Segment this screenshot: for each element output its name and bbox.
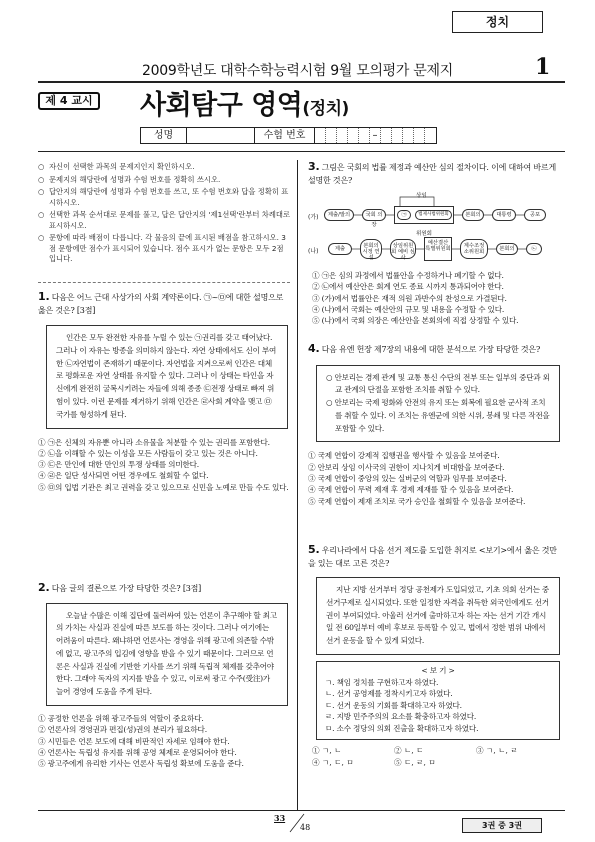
main-title-sub: (정치) bbox=[302, 99, 349, 119]
diagram-label-mid: 위원회 bbox=[416, 231, 432, 237]
question-stem: 1. 다음은 어느 근대 사상가의 사회 계약론이다. ㉠~㉤에 대한 설명으로 옳은 것은? [3점] bbox=[38, 290, 284, 315]
answer-choice[interactable]: ④ (나)에서 국회는 예산안의 규모 및 내용을 수정할 수 있다. bbox=[312, 304, 505, 314]
bogi-item: ㅁ. 소수 정당의 의회 진출을 확대하고자 하였다. bbox=[325, 723, 479, 733]
diagram-node: 법제사법위원회 bbox=[415, 210, 452, 220]
q5-choices bbox=[308, 745, 564, 769]
question-2 bbox=[38, 582, 292, 770]
column-divider bbox=[297, 160, 298, 810]
answer-choice[interactable]: ② 안보리 상임 이사국의 권한이 지나치게 비대함을 보여준다. bbox=[308, 462, 505, 472]
diagram-node: 상임위원회 예비 심사 bbox=[390, 239, 416, 259]
answer-choice[interactable]: ④ 언론사는 독립성 유지를 위해 공영 체제로 운영되어야 한다. bbox=[38, 747, 237, 757]
footer-rule bbox=[38, 810, 565, 811]
diagram-node: 본회의 bbox=[496, 243, 518, 255]
answer-choice[interactable]: ③ 국제 연합이 중앙의 있는 실버군의 역할과 임무를 보여준다. bbox=[308, 474, 507, 484]
exam-number-digit[interactable] bbox=[326, 128, 337, 143]
diagram-node: ㉡ bbox=[526, 243, 542, 255]
subject-badge: 정치 bbox=[452, 11, 543, 33]
diagram-committee-box bbox=[394, 206, 454, 224]
question-number: 2. bbox=[38, 581, 50, 594]
answer-choice[interactable]: ② ㉡에서 예산안은 회계 연도 종료 시까지 통과되어야 한다. bbox=[312, 282, 504, 292]
name-field[interactable] bbox=[187, 128, 255, 143]
bogi-title: < 보 기 > bbox=[421, 665, 455, 675]
answer-choice[interactable]: ① 국제 연합이 강제적 집행권을 행사할 수 있음을 보여준다. bbox=[308, 451, 500, 461]
question-number: 5. bbox=[308, 543, 320, 556]
answer-choice[interactable]: ④ 국제 연합이 무력 제재 후 경제 제재를 할 수 있음을 보여준다. bbox=[308, 485, 514, 495]
diagram-node: 제출 bbox=[328, 243, 352, 255]
passage-item: ○ 안보리는 경제 관계 및 교통 통신 수단의 전부 또는 일부의 중단과 외교 관계의 단절을 포함한 조치를 취할 수 있다. bbox=[326, 372, 550, 395]
exam-number-digit[interactable] bbox=[425, 128, 436, 143]
answer-choice[interactable]: ③ 시민들은 언론 보도에 대해 비판적인 자세로 임해야 한다. bbox=[38, 736, 230, 746]
answer-choice[interactable]: ③ ㉢은 만인에 대한 만인의 투쟁 상태를 의미한다. bbox=[38, 460, 199, 470]
answer-choice[interactable]: ② ㄴ, ㄷ bbox=[394, 745, 424, 755]
exam-number-digit[interactable] bbox=[392, 128, 403, 143]
diagram-node: 예산결산 특별위원회 bbox=[424, 237, 452, 261]
procedure-diagram bbox=[308, 189, 564, 267]
answer-choice[interactable]: ③ (가)에서 법률안은 재적 의원 과반수의 찬성으로 가결된다. bbox=[312, 293, 507, 303]
answer-choice[interactable]: ⑤ ㉤의 입법 기관은 최고 권력을 갖고 있으므로 신민을 노예로 만들 수도 있다. bbox=[38, 482, 289, 492]
instructions bbox=[38, 162, 290, 267]
question-passage: 인간은 모두 완전한 자유를 누릴 수 있는 ㉠권리를 갖고 태어났다. 그러나 이 자유는 방종을 의미하지 않는다. 자연 상태에서도 신이 부여한 ㉡자연법이 존재하기 때문이다. 자연법을 지켜으로써 인간은 대체로 평화로운 자연 상태를 유지할 수 있다. 그러나 이 상태는 타인을 자신에게 완전히 굴복시키려는 자들에 의해 종종 ㉢전쟁 상태로 빠져 위험이 있다. 이런 문제를 제거하기 위해 인간은 ㉣사회 계약을 맺고 ㉤국가를 형성하게 된다. bbox=[46, 325, 288, 429]
question-number: 3. bbox=[308, 160, 320, 173]
question-passage: 오늘날 수많은 이해 집단에 둘러싸여 있는 언론이 추구해야 할 최고의 가치는 사실과 진실에 따른 보도를 하는 것이다. 그러나 여기에는 어려움이 따른다. 왜냐하면 언론사는 경영을 위해 광고에 의존할 수밖에 없고, 광고주의 입김에 영향을 받을 수 있기 때문이다. 그러므로 언론은 사실과 진실에 기반한 기사를 쓰기 위해 독립적 체제를 갖추어야 한다. 그래야 독자의 지지를 받을 수 있고, 이로써 광고 수주(受注)가 늘어 경영에 도움을 주게 된다. bbox=[46, 603, 288, 707]
bogi-box bbox=[316, 661, 560, 740]
answer-choice[interactable]: ① ㉠은 신체의 자유뿐 아니라 소유물을 처분할 수 있는 권리를 포함한다. bbox=[38, 437, 270, 447]
exam-number-digit[interactable] bbox=[381, 128, 392, 143]
instruction-item: ○ 문항에 따라 배점이 다릅니다. 각 물음의 끝에 표시된 배점을 참고하시오. 3점 문항에만 점수가 표시되어 있습니다. 점수 표시가 없는 문항은 모두 2점입니다. bbox=[38, 233, 286, 263]
question-stem: 5. 우리나라에서 다음 선거 제도를 도입한 취지로 <보기>에서 옳은 것만을 있는 대로 고른 것은? bbox=[308, 543, 557, 568]
diagram-node: 제출/발의 bbox=[324, 209, 354, 221]
page-fraction bbox=[274, 812, 320, 834]
answer-choice[interactable]: ③ ㄱ, ㄴ, ㄹ bbox=[476, 745, 518, 755]
question-stem: 4. 다음 유엔 헌장 제7장의 내용에 대한 분석으로 가장 타당한 것은? bbox=[308, 342, 541, 355]
exam-number-digit[interactable] bbox=[403, 128, 414, 143]
answer-choice[interactable]: ⑤ ㄷ, ㄹ, ㅁ bbox=[394, 757, 436, 767]
instruction-item: ○ 문제지의 해당란에 성명과 수험 번호를 정확히 쓰시오. bbox=[38, 174, 221, 184]
answer-choice[interactable]: ⑤ 광고주에게 유리한 기사는 언론사 독립성 확보에 도움을 준다. bbox=[38, 759, 244, 769]
page-current: 33 bbox=[274, 813, 286, 823]
instruction-item: ○ 자신이 선택한 과목의 문제지인지 확인하시오. bbox=[38, 162, 195, 171]
exam-number-dash: – bbox=[370, 128, 381, 143]
exam-number-digit[interactable] bbox=[348, 128, 359, 143]
period-badge: 제 4 교시 bbox=[38, 92, 100, 110]
passage-item: ○ 안보리는 국제 평화와 안전의 유지 또는 회복에 필요한 군사적 조치를 취할 수 있다. 이 조치는 유엔군에 의한 시위, 봉쇄 및 다른 작전을 포함할 수 있다. bbox=[326, 398, 550, 433]
bogi-item: ㄱ. 책임 정치를 구현하고자 하였다. bbox=[325, 677, 439, 687]
bogi-item: ㄴ. 선거 공영제를 정착시키고자 하였다. bbox=[325, 689, 453, 699]
page-total: 48 bbox=[300, 823, 311, 832]
instruction-item: ○ 선택한 과목 순서대로 문제를 풀고, 답은 답안지의 '제1선택'란부터 차례대로 표시하시오. bbox=[38, 210, 290, 230]
diagram-label-top: 상임 bbox=[416, 193, 427, 199]
bogi-item: ㄷ. 선거 운동의 기회를 확대하고자 하였다. bbox=[325, 700, 462, 710]
diagram-node: 대통령 bbox=[492, 209, 516, 221]
answer-choice[interactable]: ④ ㉣은 일단 성사되면 어떤 경우에도 철회할 수 없다. bbox=[38, 471, 209, 481]
id-row bbox=[140, 127, 437, 144]
row-na-label: (나) bbox=[308, 248, 319, 255]
answer-choice[interactable]: ① ㉠은 심의 과정에서 법률안을 수정하거나 폐기할 수 없다. bbox=[312, 271, 504, 280]
exam-number-digit[interactable] bbox=[414, 128, 425, 143]
diagram-node: ㉠ bbox=[397, 210, 411, 220]
bogi-item: ㄹ. 지방 민주주의의 요소를 확충하고자 하였다. bbox=[325, 712, 477, 722]
answer-choice[interactable]: ② 언론사의 경영권과 편집(성)권의 분리가 필요하다. bbox=[38, 725, 207, 735]
answer-choice[interactable]: ⑤ (나)에서 국회 의장은 예산안을 본회의에 직접 상정할 수 있다. bbox=[312, 316, 519, 326]
answer-choice[interactable]: ② ㉡을 이해할 수 있는 이성을 모든 사람들이 갖고 있는 것은 아니다. bbox=[38, 448, 258, 458]
exam-number-digit[interactable] bbox=[337, 128, 348, 143]
title-rule bbox=[38, 151, 565, 152]
row-ga-label: (가) bbox=[308, 214, 319, 221]
question-number: 4. bbox=[308, 342, 320, 355]
diagram-node: 본회의 bbox=[462, 209, 484, 221]
question-stem: 2. 다음 글의 결론으로 가장 타당한 것은? [3점] bbox=[38, 581, 202, 594]
answer-choice[interactable]: ④ ㄱ, ㄷ, ㅁ bbox=[312, 757, 354, 767]
answer-choice[interactable]: ① ㄱ, ㄴ bbox=[312, 745, 342, 755]
page-number: 1 bbox=[535, 54, 551, 80]
exam-number-digit[interactable] bbox=[315, 128, 326, 143]
question-4 bbox=[308, 343, 564, 507]
main-title bbox=[140, 83, 349, 122]
exam-number-digit[interactable] bbox=[359, 128, 370, 143]
exam-number-label: 수험 번호 bbox=[255, 128, 315, 143]
question-3-choices bbox=[312, 270, 564, 326]
question-1 bbox=[38, 291, 292, 493]
main-title-text: 사회탐구 영역 bbox=[140, 90, 303, 121]
question-stem: 3. 그림은 국회의 법률 제정과 예산안 심의 절차이다. 이에 대하여 바르게 설명한 것은? bbox=[308, 160, 556, 185]
question-passage: 지난 지방 선거부터 정당 공천제가 도입되었고, 기초 의회 선거는 중선거구제로 실시되었다. 또한 일정한 자격을 취득한 외국인에게도 선거권이 부여되었다. 아울러 선거에 출마하고자 하는 자는 선거 기간 개시일 전 60일부터 예비 후보로 등록할 수 있고, 법에서 정한 범위 내에서 선거 운동을 할 수 있게 되었다. bbox=[316, 577, 560, 655]
instructions-divider bbox=[38, 282, 290, 283]
instruction-item: ○ 답안지의 해당란에 성명과 수험 번호를 쓰고, 또 수험 번호와 답을 정확히 표시하시오. bbox=[38, 187, 289, 207]
diagram-node: 공포 bbox=[524, 209, 546, 221]
question-5 bbox=[308, 544, 564, 769]
question-number: 1. bbox=[38, 290, 50, 303]
diagram-node: 국회 의장 bbox=[362, 209, 386, 221]
answer-choice[interactable]: ① 공정한 언론을 위해 광고주들의 역할이 중요하다. bbox=[38, 714, 204, 724]
question-passage bbox=[316, 365, 560, 443]
answer-choice[interactable]: ⑤ 국제 연합이 제재 조치로 국가 승인을 철회할 수 있음을 보여준다. bbox=[308, 496, 526, 506]
exam-title: 2009학년도 대학수학능력시험 9월 모의평가 문제지 bbox=[142, 63, 453, 79]
diagram-node: 계수조정 소위원회 bbox=[460, 239, 488, 259]
volume-badge: 3권 중 3권 bbox=[462, 818, 542, 833]
question-3 bbox=[308, 161, 564, 187]
diagram-node: 본회의 시정 연설 bbox=[360, 239, 382, 259]
name-label: 성명 bbox=[141, 128, 187, 143]
